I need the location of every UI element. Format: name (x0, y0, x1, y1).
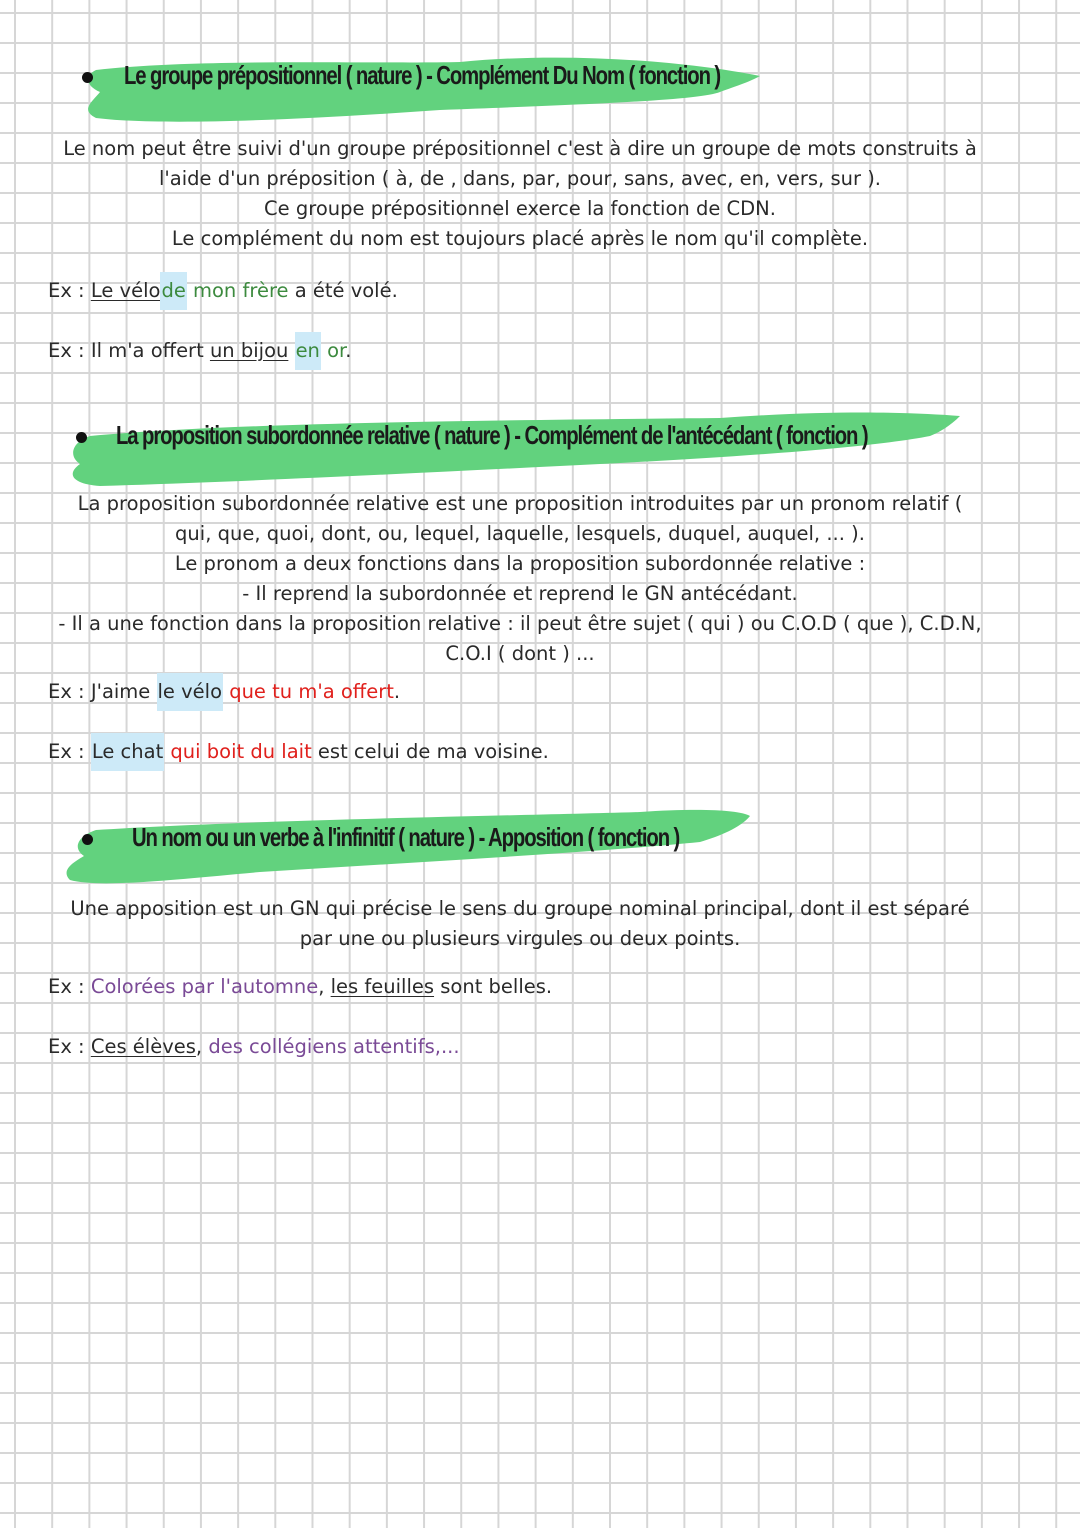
text-line: qui, que, quoi, dont, ou, lequel, laquelle, lesquels, duquel, auquel, ... ). (175, 522, 865, 545)
section2-definition (40, 489, 1000, 669)
example-preposition: de (160, 272, 186, 310)
section3-title: Un nom ou un verbe à l'infinitif ( nature ) - Apposition ( fonction ) (132, 822, 680, 852)
section3-header (0, 796, 1080, 896)
text-line: - Il a une fonction dans la proposition relative : il peut être sujet ( qui ) ou C.O.D ( que ), C.D.N, (58, 612, 982, 635)
example-prefix: Ex : (48, 1035, 91, 1058)
section1-title: Le groupe prépositionnel ( nature ) - Complément Du Nom ( fonction ) (124, 60, 721, 90)
text-line: - Il reprend la subordonnée et reprend le GN antécédant. (242, 582, 798, 605)
example-antecedent: le vélo (157, 673, 224, 711)
section1-definition (40, 134, 1000, 254)
example-separator: , (195, 1035, 209, 1058)
text-line: Le nom peut être suivi d'un groupe prépositionnel c'est à dire un groupe de mots construits à (63, 137, 977, 160)
bullet-icon (82, 834, 93, 845)
example-prefix: Ex : J'aime (48, 680, 157, 703)
example-noun: Ces élèves (90, 1035, 196, 1058)
section2-example1 (48, 677, 400, 707)
text-line: La proposition subordonnée relative est une proposition introduites par un pronom relatif ( (77, 492, 963, 515)
section2-example2 (48, 737, 549, 767)
section2-header (0, 396, 1080, 496)
section3-example1 (48, 972, 552, 1002)
example-apposition: Colorées par l'automne (90, 975, 319, 998)
example-relative: que tu m'a offert (223, 680, 394, 703)
example-prefix: Ex : Il m'a offert (48, 339, 210, 362)
example-separator: , (318, 975, 331, 998)
example-rest: . (345, 339, 352, 362)
bullet-icon (82, 72, 93, 83)
text-line: Le pronom a deux fonctions dans la proposition subordonnée relative : (174, 552, 866, 575)
section1-example1 (48, 276, 398, 306)
example-complement: mon frère (186, 279, 289, 302)
bullet-icon (76, 432, 87, 443)
example-preposition: en (295, 332, 321, 370)
text-line: Ce groupe prépositionnel exerce la fonction de CDN. (264, 197, 776, 220)
section1-header (0, 30, 1080, 130)
example-apposition: des collégiens attentifs,... (208, 1035, 460, 1058)
example-rest: . (393, 680, 401, 703)
example-rest: sont belles. (434, 975, 553, 998)
text-line: par une ou plusieurs virgules ou deux points. (299, 927, 741, 950)
section3-example2 (48, 1032, 460, 1062)
text-line: C.O.I ( dont ) ... (445, 642, 595, 665)
example-noun: un bijou (209, 339, 289, 362)
example-relative: qui boit du lait (164, 740, 312, 763)
example-prefix: Ex : (48, 975, 91, 998)
section1-example2 (48, 336, 351, 366)
example-prefix: Ex : (48, 740, 91, 763)
example-rest: est celui de ma voisine. (311, 740, 549, 763)
text-line: Le complément du nom est toujours placé après le nom qu'il complète. (171, 227, 869, 250)
text-line: Une apposition est un GN qui précise le sens du groupe nominal principal, dont il est séparé (70, 897, 970, 920)
example-antecedent: Le chat (91, 733, 164, 771)
text-line: l'aide d'un préposition ( à, de , dans, par, pour, sans, avec, en, vers, sur ). (159, 167, 881, 190)
example-rest: a été volé. (288, 279, 398, 302)
example-noun: les feuilles (330, 975, 435, 998)
example-noun: Le vélo (90, 279, 161, 302)
example-prefix: Ex : (48, 279, 91, 302)
example-complement: or (320, 339, 346, 362)
section2-title: La proposition subordonnée relative ( nature ) - Complément de l'antécédant ( fonction ) (116, 420, 868, 450)
section3-definition (40, 894, 1000, 954)
